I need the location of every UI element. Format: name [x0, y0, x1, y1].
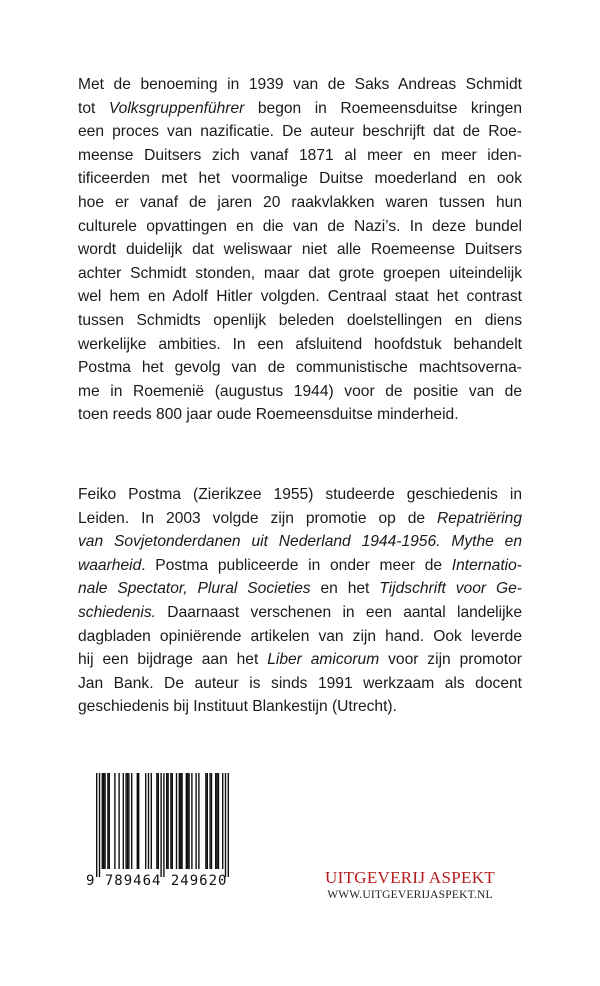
- barcode-bar: [205, 773, 206, 869]
- isbn-barcode: [86, 773, 236, 898]
- description-line: [78, 309, 522, 333]
- text-run: Met de benoeming in 1939 van de Saks Andreas Schmidt: [78, 76, 522, 93]
- description-line: [78, 167, 522, 191]
- barcode-bar: [114, 773, 115, 869]
- barcode-bar: [96, 773, 97, 877]
- text-run: Leiden. In 2003 volgde zijn promotie op de: [78, 509, 438, 527]
- description-line: [78, 97, 522, 121]
- bio-line: [78, 648, 522, 672]
- description-line: [78, 262, 522, 286]
- barcode-bar: [123, 773, 124, 869]
- barcode-bars: [86, 773, 236, 877]
- barcode-bar: [127, 773, 128, 869]
- barcode-bar: [118, 773, 119, 869]
- barcode-bar: [181, 773, 182, 869]
- barcode-bar: [128, 773, 129, 869]
- barcode-bar: [137, 773, 138, 869]
- barcode-bar: [218, 773, 219, 869]
- text-run: Daarnaast verschenen in een aantal landelijke: [156, 603, 522, 621]
- text-run: tussen Schmidts openlijk beleden doelstellingen en diens: [78, 311, 522, 329]
- text-run: werkelijke ambities. In een afsluitend hoofdstuk behandelt: [78, 335, 522, 353]
- text-run: tot: [78, 99, 109, 117]
- bio-line: [78, 695, 522, 719]
- text-run: geschiedenis bij Instituut Blankestijn (Utrecht).: [78, 698, 397, 716]
- text-run: wel hem en Adolf Hitler volgden. Centraal staat het contrast: [78, 288, 522, 306]
- text-run: Postma het gevolg van de communistische machtsoverna-: [78, 359, 522, 377]
- barcode-bar: [209, 773, 210, 869]
- barcode-bar: [198, 773, 199, 869]
- barcode-bar: [166, 773, 167, 869]
- text-run: voor zijn promotor: [379, 651, 522, 669]
- text-run: Jan Bank. De auteur is sinds 1991 werkzaam als docent: [78, 674, 522, 692]
- barcode-bar: [188, 773, 189, 869]
- barcode-bar: [151, 773, 152, 869]
- barcode-bar: [138, 773, 139, 869]
- description-line: [78, 215, 522, 239]
- text-run: achter Schmidt stonden, maar dat grote groepen uiteindelijk: [78, 264, 522, 282]
- text-run: een proces van nazificatie. De auteur beschrijft dat de Roe-: [78, 123, 522, 141]
- bio-line: [78, 672, 522, 696]
- text-run: me in Roemenië (augustus 1944) voor de positie van de: [78, 382, 522, 400]
- barcode-bar: [176, 773, 177, 869]
- italic-title: Volksgruppenführer: [108, 99, 245, 117]
- text-run: culturele opvattingen en die van de Nazi’s. In deze bundel: [78, 217, 522, 235]
- bio-line: [78, 483, 522, 507]
- barcode-bar: [207, 773, 208, 869]
- book-description: [78, 73, 522, 427]
- barcode-bar: [156, 773, 157, 869]
- barcode-bar: [148, 773, 149, 869]
- bio-line: [78, 625, 522, 649]
- barcode-bar: [104, 773, 105, 869]
- description-line: [78, 73, 522, 97]
- publisher-imprint: [300, 868, 520, 903]
- bio-line: [78, 554, 522, 578]
- barcode-bar: [215, 773, 216, 869]
- text-run: wordt duidelijk dat weliswaar niet alle Roemeense Duitsers: [78, 241, 522, 259]
- barcode-bar: [225, 773, 226, 877]
- bio-line: [78, 577, 522, 601]
- barcode-bar: [186, 773, 187, 869]
- barcode-bar: [125, 773, 126, 869]
- italic-title: schiedenis.: [78, 603, 157, 621]
- barcode-bar: [158, 773, 159, 869]
- text-run: toen reeds 800 jaar oude Roemeensduitse minderheid.: [78, 406, 459, 424]
- text-run: hoe er vanaf de jaren 20 raakvlakken waren tussen hun: [78, 193, 522, 211]
- text-run: Feiko Postma (Zierikzee 1955) studeerde geschiedenis in: [78, 486, 522, 503]
- text-run: dagbladen opiniërende artikelen van zijn hand. Ook leverde: [78, 627, 522, 645]
- description-line: [78, 238, 522, 262]
- italic-title: nale Spectator, Plural Societies: [78, 580, 311, 598]
- barcode-bar: [179, 773, 180, 869]
- barcode-bar: [216, 773, 217, 869]
- italic-title: Liber amicorum: [267, 651, 380, 669]
- italic-title: van Sovjetonderdanen uit Nederland 1944-1956. Mythe en: [78, 533, 522, 551]
- barcode-bar: [228, 773, 229, 877]
- barcode-bar: [187, 773, 188, 869]
- barcode-bar: [222, 773, 223, 869]
- bio-line: [78, 601, 522, 625]
- description-line: [78, 403, 522, 427]
- barcode-bar: [180, 773, 181, 869]
- italic-title: waarheid: [78, 556, 142, 574]
- text-run: . Postma publiceerde in onder meer de: [141, 556, 452, 574]
- barcode-bar: [172, 773, 173, 869]
- author-biography: [78, 483, 522, 719]
- description-line: [78, 191, 522, 215]
- text-run: en het: [310, 580, 380, 598]
- barcode-bar: [109, 773, 110, 869]
- description-line: [78, 380, 522, 404]
- publisher-url: WWW.UITGEVERIJASPEKT.NL: [327, 889, 493, 901]
- barcode-bar: [195, 773, 196, 869]
- text-run: hij een bijdrage aan het: [78, 651, 268, 669]
- barcode-bar: [145, 773, 146, 869]
- barcode-bar: [163, 773, 164, 877]
- italic-title: Internatio-: [451, 556, 522, 574]
- barcode-bar: [131, 773, 132, 869]
- barcode-bar: [191, 773, 192, 869]
- description-line: [78, 285, 522, 309]
- text-run: meense Duitsers zich vanaf 1871 al meer en meer iden-: [78, 146, 522, 164]
- italic-title: Repatriëring: [437, 509, 522, 527]
- description-line: [78, 356, 522, 380]
- barcode-digits: 9 789464 249620: [86, 873, 228, 889]
- description-line: [78, 144, 522, 168]
- barcode-bar: [170, 773, 171, 869]
- barcode-bar: [211, 773, 212, 869]
- barcode-bar: [103, 773, 104, 869]
- description-line: [78, 333, 522, 357]
- barcode-bar: [167, 773, 168, 869]
- bio-line: [78, 530, 522, 554]
- barcode-bar: [107, 773, 108, 869]
- bio-line: [78, 507, 522, 531]
- barcode-bar: [160, 773, 161, 877]
- barcode-bar: [99, 773, 100, 877]
- text-run: begon in Roemeensduitse kringen: [244, 99, 523, 117]
- publisher-name: UITGEVERIJ ASPEKT: [325, 868, 495, 887]
- italic-title: Tijdschrift voor Ge-: [379, 580, 522, 598]
- text-run: tificeerden met het voormalige Duitse moederland en ook: [78, 170, 522, 188]
- description-line: [78, 120, 522, 144]
- barcode-bar: [102, 773, 103, 869]
